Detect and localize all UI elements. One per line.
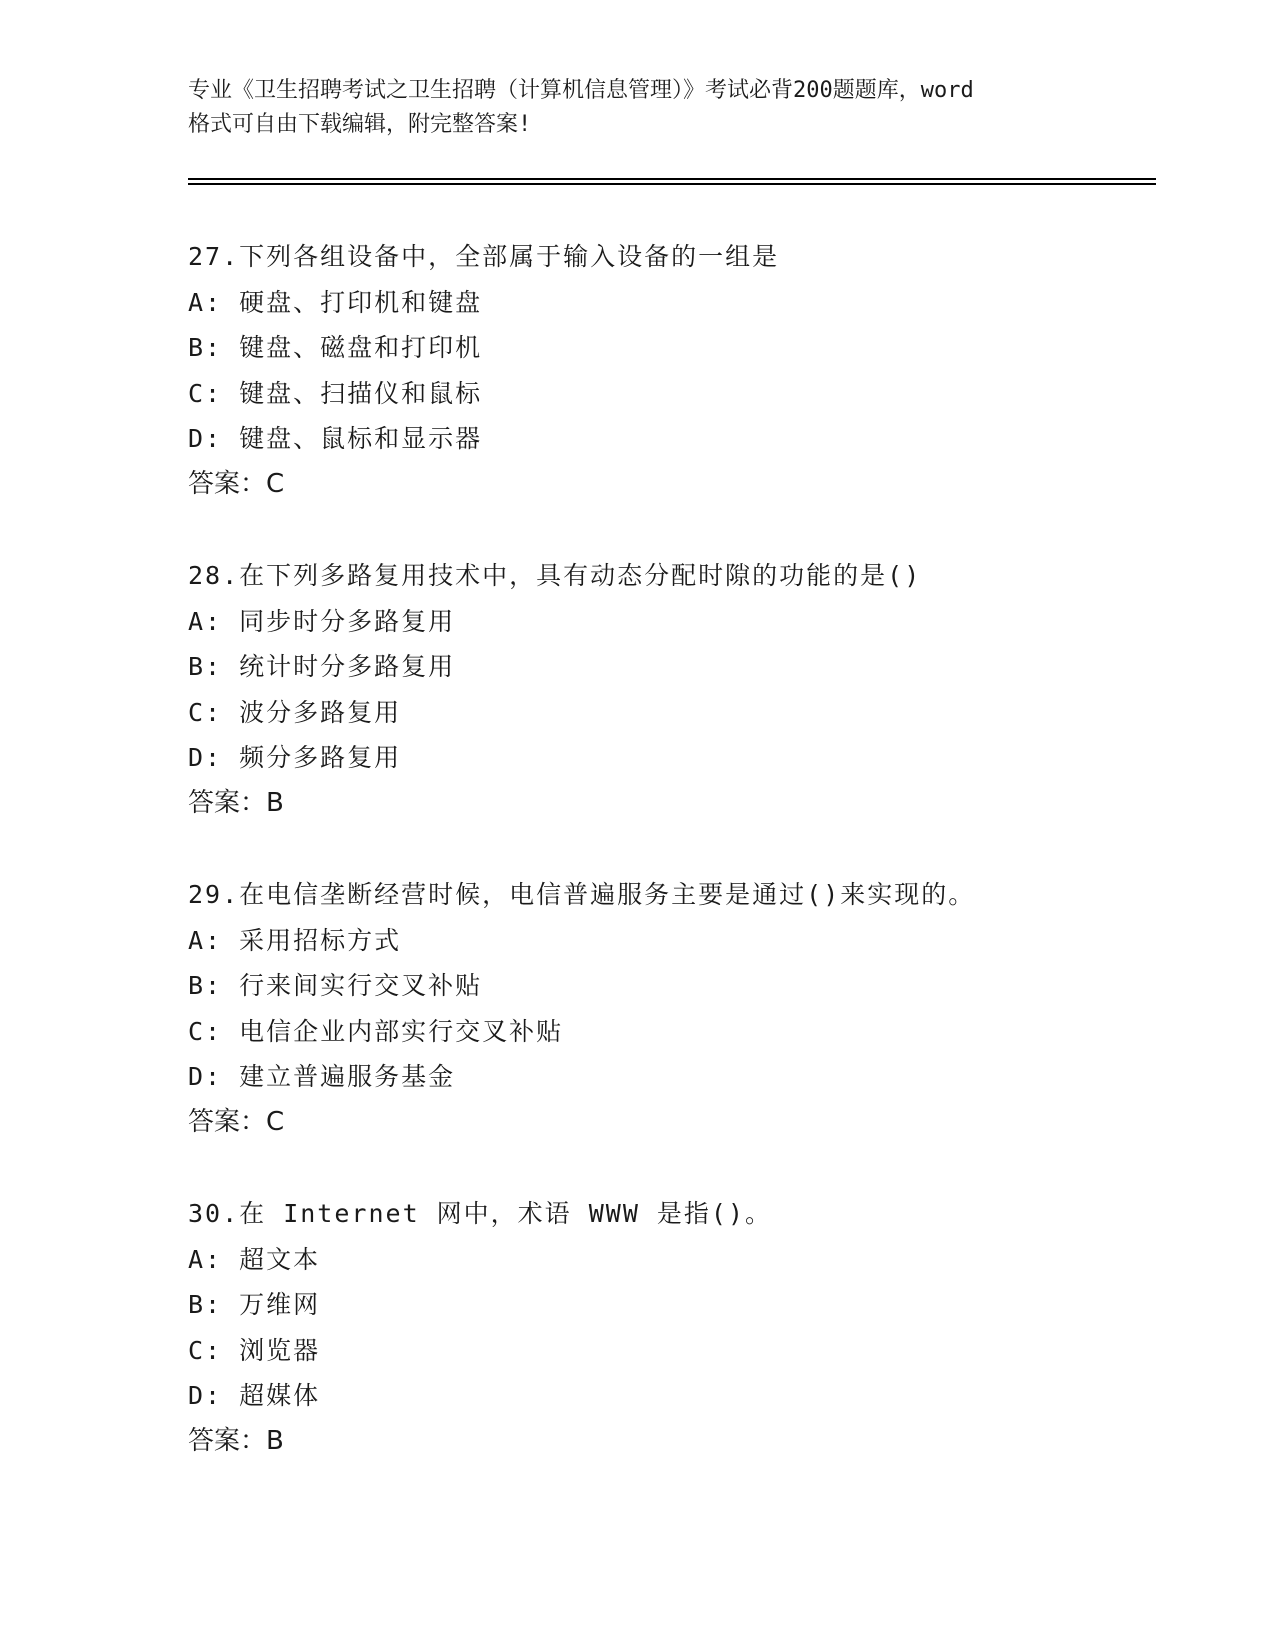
question-30 bbox=[188, 1191, 1148, 1464]
answer-label: 答案：B bbox=[188, 1425, 284, 1456]
option-c: C: 浏览器 bbox=[188, 1335, 321, 1365]
option-b: B: 行来间实行交叉补贴 bbox=[188, 971, 483, 1000]
option-b: B: 键盘、磁盘和打印机 bbox=[188, 333, 483, 362]
question-title: 27.下列各组设备中，全部属于输入设备的一组是 bbox=[188, 242, 780, 271]
header-line-2: 格式可自由下载编辑，附完整答案! bbox=[188, 112, 532, 137]
header-divider-bottom bbox=[188, 183, 1156, 185]
answer-label: 答案：C bbox=[188, 1106, 285, 1137]
option-d: D: 建立普遍服务基金 bbox=[188, 1062, 456, 1091]
question-27 bbox=[188, 234, 1148, 507]
option-b: B: 万维网 bbox=[188, 1290, 321, 1319]
header-line-1: 专业《卫生招聘考试之卫生招聘（计算机信息管理）》考试必背200题题库，word bbox=[188, 78, 974, 103]
option-a: A: 采用招标方式 bbox=[188, 925, 402, 955]
question-29 bbox=[188, 872, 1148, 1145]
option-d: D: 超媒体 bbox=[188, 1381, 321, 1410]
question-title: 29.在电信垄断经营时候，电信普遍服务主要是通过()来实现的。 bbox=[188, 880, 976, 909]
option-b: B: 统计时分多路复用 bbox=[188, 652, 456, 681]
answer-label: 答案：B bbox=[188, 787, 284, 818]
option-c: C: 电信企业内部实行交叉补贴 bbox=[188, 1016, 564, 1046]
option-a: A: 超文本 bbox=[188, 1244, 321, 1274]
option-a: A: 硬盘、打印机和键盘 bbox=[188, 287, 483, 317]
option-d: D: 频分多路复用 bbox=[188, 743, 402, 772]
question-28 bbox=[188, 553, 1148, 826]
document-header bbox=[188, 74, 1088, 142]
option-a: A: 同步时分多路复用 bbox=[188, 606, 456, 636]
header-divider-top bbox=[188, 178, 1156, 180]
option-c: C: 波分多路复用 bbox=[188, 697, 402, 727]
option-d: D: 键盘、鼠标和显示器 bbox=[188, 424, 483, 453]
option-c: C: 键盘、扫描仪和鼠标 bbox=[188, 378, 483, 408]
question-title: 28.在下列多路复用技术中，具有动态分配时隙的功能的是() bbox=[188, 561, 922, 590]
question-title: 30.在 Internet 网中，术语 WWW 是指()。 bbox=[188, 1199, 773, 1228]
answer-label: 答案：C bbox=[188, 468, 285, 499]
